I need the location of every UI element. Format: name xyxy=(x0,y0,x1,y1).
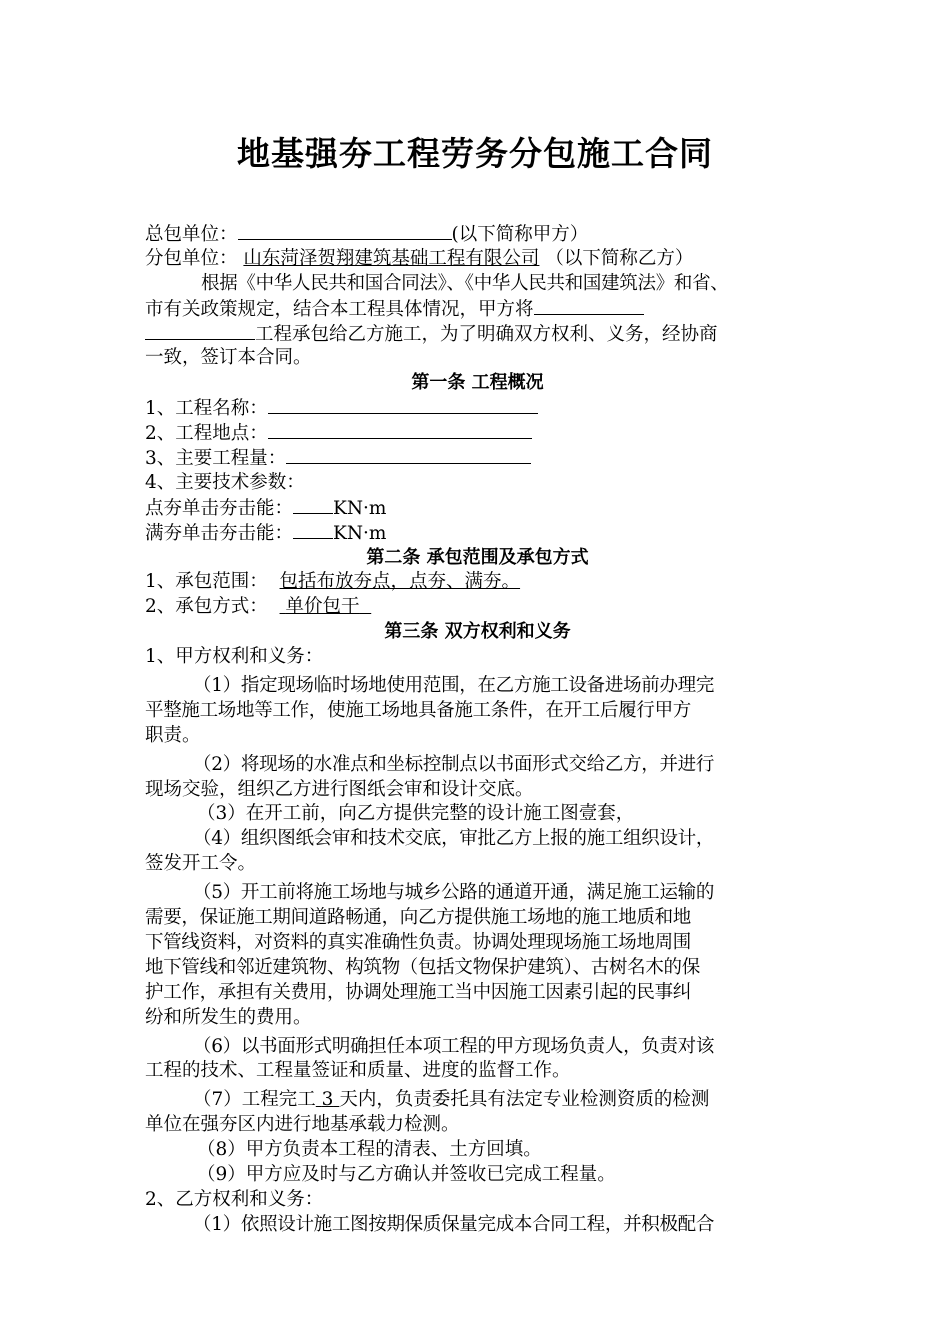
clause-line: 平整施工场地等工作，使施工场地具备施工条件，在开工后履行甲方 xyxy=(145,699,692,721)
project-quantity-line: 3、主要工程量： xyxy=(145,446,810,471)
clause-line: （5）开工前将施工场地与城乡公路的通道开通，满足施工运输的 xyxy=(193,882,715,904)
subcontractor-line: 分包单位： 山东菏泽贺翔建筑基础工程有限公司 （以下简称乙方） xyxy=(145,247,694,269)
full-energy-blank[interactable] xyxy=(293,521,333,539)
contract-body xyxy=(145,222,810,1238)
clause-line: 下管线资料，对资料的真实准确性负责。协调处理现场施工场地周围 xyxy=(145,931,692,953)
clause-line: 职责。 xyxy=(145,724,201,746)
mode-line: 2、承包方式： 单价包干 xyxy=(145,595,810,620)
party-b-label: 2、乙方权利和义务： xyxy=(145,1188,324,1210)
inspection-days: 3 xyxy=(321,1089,334,1111)
intro-line: 市有关政策规定，结合本工程具体情况，甲方将 xyxy=(145,297,810,322)
project-location-line: 2、工程地点： xyxy=(145,421,810,446)
project-location-blank[interactable] xyxy=(268,421,532,439)
clause-line: （7）工程完工 3 天内，负责委托具有法定专业检测资质的检测 xyxy=(193,1089,710,1111)
clause-line: （1）依照设计施工图按期保质保量完成本合同工程，并积极配合 xyxy=(193,1213,715,1235)
clause-line: （3）在开工前，向乙方提供完整的设计施工图壹套， xyxy=(197,803,635,825)
project-blank[interactable] xyxy=(534,297,644,315)
clause-line: （4）组织图纸会审和技术交底，审批乙方上报的施工组织设计， xyxy=(193,828,715,850)
clause-line: 护工作，承担有关费用，协调处理施工当中因施工因素引起的民事纠 xyxy=(145,981,692,1003)
point-energy-blank[interactable] xyxy=(293,496,333,514)
clause-line: （2）将现场的水准点和坐标控制点以书面形式交给乙方，并进行 xyxy=(193,753,715,775)
clause-line: 单位在强夯区内进行地基承载力检测。 xyxy=(145,1114,460,1136)
intro-line: 根据《中华人民共和国合同法》、《中华人民共和国建筑法》和省、 xyxy=(201,272,729,294)
clause-line: 纷和所发生的费用。 xyxy=(145,1006,312,1028)
clause-line: （1）指定现场临时场地使用范围，在乙方施工设备进场前办理完 xyxy=(193,675,715,697)
project-blank[interactable] xyxy=(145,322,255,340)
subcontractor-name: 山东菏泽贺翔建筑基础工程有限公司 xyxy=(243,247,540,269)
general-contractor-line: 总包单位： (以下简称甲方） xyxy=(145,224,589,245)
intro-line: 一致，签订本合同。 xyxy=(145,347,312,369)
clause-line: 现场交验，组织乙方进行图纸会审和设计交底。 xyxy=(145,778,534,800)
general-contractor-blank[interactable] xyxy=(238,222,452,240)
full-energy-line: 满夯单击夯击能： KN·m xyxy=(145,522,387,544)
article3-heading: 第三条 双方权利和义务 xyxy=(384,621,571,643)
project-quantity-blank[interactable] xyxy=(286,446,531,464)
scope-value: 包括布放夯点，点夯、满夯。 xyxy=(279,571,521,593)
tech-params-line: 4、主要技术参数： xyxy=(145,471,305,493)
article2-heading: 第二条 承包范围及承包方式 xyxy=(366,546,589,568)
document-title: 地基强夯工程劳务分包施工合同 xyxy=(237,134,713,173)
clause-line: 需要，保证施工期间道路畅通，向乙方提供施工场地的施工地质和地 xyxy=(145,907,692,929)
clause-line: 地下管线和邻近建筑物、构筑物（包括文物保护建筑）、古树名木的保 xyxy=(145,956,700,978)
mode-value: 单价包干 xyxy=(285,596,360,618)
party-a-label: 1、甲方权利和义务： xyxy=(145,646,324,668)
clause-line: 工程的技术、工程量签证和质量、进度的监督工作。 xyxy=(145,1060,571,1082)
scope-line: 1、承包范围： 包括布放夯点，点夯、满夯。 xyxy=(145,571,521,593)
clause-line: （9）甲方应及时与乙方确认并签收已完成工程量。 xyxy=(197,1163,616,1185)
project-name-blank[interactable] xyxy=(268,396,538,414)
clause-line: 签发开工令。 xyxy=(145,853,257,875)
article1-heading: 第一条 工程概况 xyxy=(411,372,544,394)
clause-line: （6）以书面形式明确担任本项工程的甲方现场负责人，负责对该 xyxy=(193,1035,715,1057)
intro-line: 工程承包给乙方施工，为了明确双方权利、义务，经协商 xyxy=(145,322,810,347)
project-name-line: 1、工程名称： xyxy=(145,396,810,421)
point-energy-line: 点夯单击夯击能： KN·m xyxy=(145,497,387,519)
clause-line: （8）甲方负责本工程的清表、土方回填。 xyxy=(197,1139,542,1161)
